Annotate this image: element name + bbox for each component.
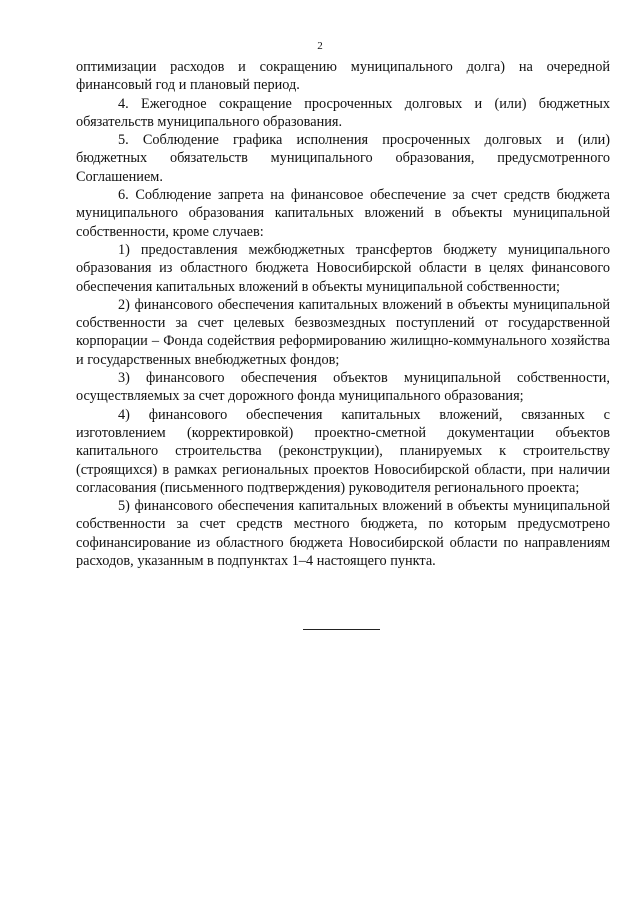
page-number: 2 (317, 40, 323, 52)
end-separator-line (303, 629, 380, 630)
subitem-1: 1) предоставления межбюджетных трансфертов бюджету муниципального образования из областного бюджета Новосибирской области в целях финансового обеспечения капитальных вложений в объекты муниципальной собственности; (76, 241, 610, 295)
paragraph-item-5: 5. Соблюдение графика исполнения просроченных долговых и (или) бюджетных обязательств муниципального образования, предусмотренного Соглашением. (76, 132, 610, 185)
paragraph-continuation: оптимизации расходов и сокращению муниципального долга) на очередной финансовый год и плановый период. (76, 59, 610, 94)
paragraph-item-4: 4. Ежегодное сокращение просроченных долговых и (или) бюджетных обязательств муниципального образования. (76, 95, 610, 130)
subitem-4: 4) финансового обеспечения капитальных вложений, связанных с изготовлением (корректировкой) проектно-сметной документации объектов капитального строительства (реконструкции), планируемых к строительству (строящихся) в рамках региональных проектов Новосибирской области, при наличии согласования (письменного подтверждения) руководителя регионального проекта; (76, 406, 610, 496)
subitem-5: 5) финансового обеспечения капитальных вложений в объекты муниципальной собственности за счет средств местного бюджета, по которым предусмотрено софинансирование из областного бюджета Новосибирской области по направлениям расходов, указанным в подпунктах 1–4 настоящего пункта. (76, 498, 610, 570)
subitem-2: 2) финансового обеспечения капитальных вложений в объекты муниципальной собственности за счет целевых безвозмездных поступлений от государственной корпорации – Фонда содействия реформированию жилищно-коммунального хозяйства и государственных внебюджетных фондов; (76, 296, 610, 368)
document-body (76, 58, 610, 570)
paragraph-item-6: 6. Соблюдение запрета на финансовое обеспечение за счет средств бюджета муниципального образования капитальных вложений в объекты муниципальной собственности, кроме случаев: (76, 187, 610, 240)
subitem-3: 3) финансового обеспечения объектов муниципальной собственности, осуществляемых за счет дорожного фонда муниципального образования; (76, 370, 610, 405)
